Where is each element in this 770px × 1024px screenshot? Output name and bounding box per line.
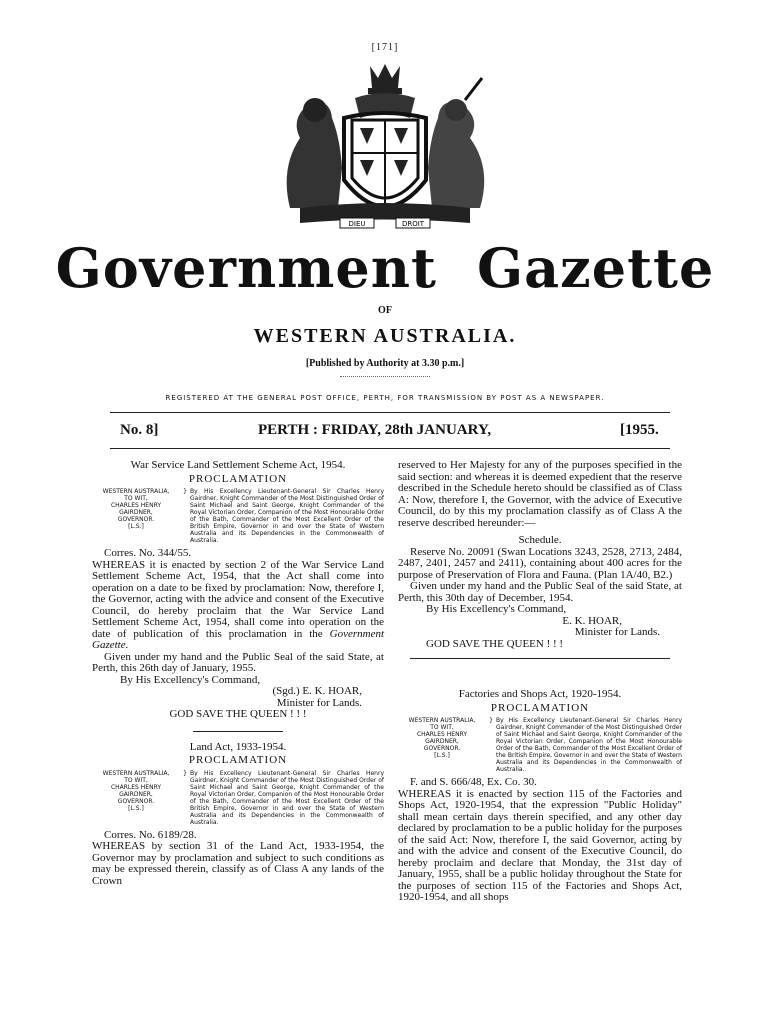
signature: (Sgd.) E. K. HOAR, [272, 685, 362, 697]
notice-act-title: Land Act, 1933-1954. [189, 740, 287, 753]
notice-body: WHEREAS by section 31 of the Land Act, 1933-1954, the Governor may by proclamation and subject to such conditions as may be expressed therein, classify as of Class A any lands of the Crown [92, 840, 384, 887]
signature: E. K. HOAR, [562, 614, 622, 627]
gazette-title [0, 236, 770, 300]
given-under-hand: Given under my hand and the Public Seal of the said State, at Perth, this 30th day of December, 1954. [398, 580, 682, 604]
issue-date: PERTH : FRIDAY, 28th JANUARY, [258, 422, 492, 438]
right-column [398, 460, 682, 904]
title-left: Government [55, 236, 437, 300]
header-rule-top [110, 412, 670, 413]
title-of: OF [378, 305, 392, 316]
page-number: [171] [371, 42, 399, 53]
proclamation-block: WESTERN AUSTRALIA, TO WIT, CHARLES HENRY GAIRDNER, GOVERNOR. [L.S.] } By His Excellency Lieutenant-General Sir Charles Henry Gairdner, Knight Commander of the Most Distinguished Order of Saint Michael and Saint George, Knight Commander of the Royal Victorian Order, Companion of the Most Honourable Order of the Bath, Commander of the Most Excellent Order of the British Empire, Governor in and over the State of Western Australia and its Dependencies in the Commonwealth of Australia. [92, 770, 384, 826]
corres-number: Corres. No. 344/55. [104, 547, 192, 559]
command-line: By His Excellency's Command, [120, 673, 261, 686]
god-save-the-queen: GOD SAVE THE QUEEN ! ! ! [169, 708, 307, 720]
authority-line: [Published by Authority at 3.30 p.m.] [305, 358, 465, 369]
god-save-the-queen: GOD SAVE THE QUEEN ! ! ! [426, 637, 564, 650]
minister-title: Minister for Lands. [276, 696, 362, 709]
crest-motto-right: DROIT [401, 220, 425, 228]
notice-body-continued: reserved to Her Majesty for any of the purposes specified in the said section: and whereas it is deemed expedient that the reserve described in the Schedule hereto should be classified as of Class A: Now, therefore I, the Governor, with the advice of Executive Council, do by this my proclamation classify as of Class A the reserve described hereunder:— [398, 459, 682, 529]
header-rule-bottom [110, 448, 670, 449]
notice-body: WHEREAS it is enacted by section 2 of the War Service Land Settlement Scheme Act, 1954, that the Act shall come into operation on a date to be fixed by proclamation: Now, therefore I, the Governor, acting with the advice and consent of the Executive Council, do hereby proclaim that the War Service Land Settlement Scheme Act, 1954, shall come into operation on the date of publication of this proclamation in the Government Gazette. [92, 558, 385, 651]
issue-year: [1955. [620, 422, 659, 438]
corres-number: F. and S. 666/48, Ex. Co. 30. [410, 776, 537, 788]
title-right: Gazette [476, 236, 715, 300]
proclamation-governor: WESTERN AUSTRALIA, TO WIT, CHARLES HENRY GAIRDNER, GOVERNOR. [L.S.] [102, 488, 170, 530]
corres-number: Corres. No. 6189/28. [104, 828, 197, 841]
schedule-heading: Schedule. [518, 534, 562, 546]
proclamation-style: By His Excellency Lieutenant-General Sir Charles Henry Gairdner, Knight Commander of the Most Distinguished Order of Saint Michael and Saint George, Knight Commander of the Royal Victorian Order, Companion of the Most Honourable Order of the Bath, Commander of the Most Excellent Order of the British Empire, Governor in and over the State of Western Australia and its Dependencies in the Commonwealth of Australia. [496, 717, 682, 773]
proclamation-governor: WESTERN AUSTRALIA, TO WIT, CHARLES HENRY GAIRDNER, GOVERNOR. [L.S.] [102, 769, 170, 812]
notice-body: WHEREAS it is enacted by section 115 of the Factories and Shops Act, 1920-1954, that the expression "Public Holiday" shall mean certain days therein specified, and any other day declared by proclamation to be a public holiday for the purposes of the said Act: Now, therefore I, the said Governor, acting by and with the advice and consent of the Executive Council, do hereby proclaim and declare that Monday, the 31st day of January, 1955, shall be a public holiday throughout the State for the purposes of section 115 of the Factories and Shops Act, 1920-1954, and all shops [398, 787, 682, 903]
issue-number: No. 8] [120, 422, 159, 438]
separator [193, 731, 283, 732]
issue-line [110, 422, 670, 444]
crest-motto-left: DIEU [348, 220, 366, 228]
command-line: By His Excellency's Command, [426, 603, 567, 615]
royal-coat-of-arms [260, 58, 510, 238]
proclamation-heading: PROCLAMATION [490, 701, 590, 714]
given-under-hand: Given under my hand and the Public Seal of the said State, at Perth, this 26th day of January, 1955. [92, 650, 384, 674]
proclamation-style: By His Excellency Lieutenant-General Sir Charles Henry Gairdner, Knight Commander of the Most Distinguished Order of Saint Michael and Saint George, Knight Commander of the Royal Victorian Order, Companion of the Most Honourable Order of the Bath, Commander of the Most Excellent Order of the British Empire, Governor in and over the State of Western Australia and its Dependencies in the Commonwealth of Australia. [190, 769, 384, 826]
proclamation-governor: WESTERN AUSTRALIA, TO WIT, CHARLES HENRY GAIRDNER, GOVERNOR. [L.S.] [408, 717, 476, 759]
schedule-body: Reserve No. 20091 (Swan Locations 3243, 2528, 2713, 2484, 2487, 2401, 2457 and 2411), containing about 400 acres for the purpose of Preservation of Flora and Fauna. (Plan 1A/40, B2.) [398, 545, 682, 581]
proclamation-heading: PROCLAMATION [188, 754, 288, 766]
notice-act-title: Factories and Shops Act, 1920-1954. [458, 688, 622, 700]
minister-title: Minister for Lands. [574, 626, 660, 638]
proclamation-style: By His Excellency Lieutenant-General Sir Charles Henry Gairdner, Knight Commander of the Most Distinguished Order of Saint Michael and Saint George, Knight Commander of the Royal Victorian Order, Companion of the Most Honourable Order of the Bath, Commander of the Most Excellent Order of the British Empire, Governor in and over the State of Western Australia and its Dependencies in the Commonwealth of Australia. [190, 488, 384, 544]
separator [410, 658, 670, 659]
state-name: WESTERN AUSTRALIA. [253, 325, 517, 347]
left-column [92, 460, 384, 887]
dotted-divider [340, 376, 430, 377]
proclamation-block: WESTERN AUSTRALIA, TO WIT, CHARLES HENRY GAIRDNER, GOVERNOR. [L.S.] } By His Excellency Lieutenant-General Sir Charles Henry Gairdner, Knight Commander of the Most Distinguished Order of Saint Michael and Saint George, Knight Commander of the Royal Victorian Order, Companion of the Most Honourable Order of the Bath, Commander of the Most Excellent Order of the British Empire, Governor in and over the State of Western Australia and its Dependencies in the Commonwealth of Australia. [92, 488, 384, 544]
proclamation-heading: PROCLAMATION [188, 472, 288, 485]
registration-line: REGISTERED AT THE GENERAL POST OFFICE, PERTH, FOR TRANSMISSION BY POST AS A NEWSPAPER. [165, 394, 605, 402]
proclamation-block: WESTERN AUSTRALIA, TO WIT, CHARLES HENRY GAIRDNER, GOVERNOR. [L.S.] } By His Excellency Lieutenant-General Sir Charles Henry Gairdner, Knight Commander of the Most Distinguished Order of Saint Michael and Saint George, Knight Commander of the Royal Victorian Order, Companion of the Most Honourable Order of the Bath, Commander of the Most Excellent Order of the British Empire, Governor in and over the State of Western Australia and its Dependencies in the Commonwealth of Australia. [398, 717, 682, 773]
notice-act-title: War Service Land Settlement Scheme Act, 1954. [130, 459, 346, 471]
